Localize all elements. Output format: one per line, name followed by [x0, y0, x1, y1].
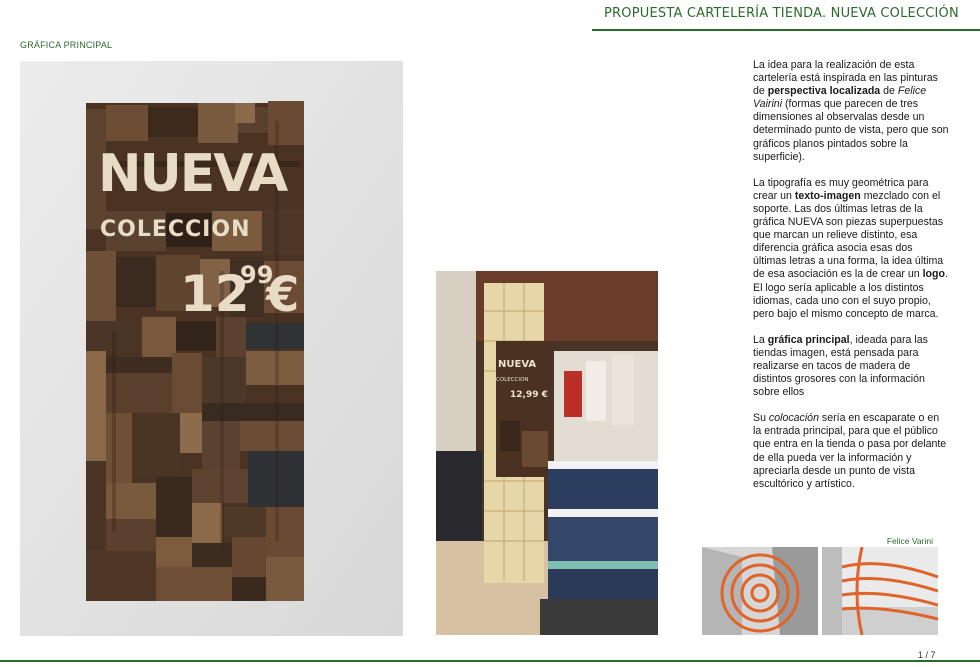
paragraph-inspiration: La idea para la realización de esta cartelería está inspirada en las pinturas de perspectiva localizada de Felice Vairini (formas que parecen de tres dimensiones al observalas desde un determinado punto de vista, pero que son gráficos planos pintados sobre la superficie). — [753, 59, 949, 163]
artwork-word-nueva: NUEVA — [98, 144, 287, 204]
artwork-word-coleccion: COLECCION — [100, 217, 251, 242]
main-artwork-photo — [20, 61, 403, 636]
artwork-price-main: 12 — [180, 265, 250, 323]
document-title: PROPUESTA CARTELERÍA TIENDA. NUEVA COLECCIÓN — [604, 6, 959, 21]
paragraph-placement: Su colocación sería en escaparate o en la entrada principal, para que el público que entra en la tienda o pasa por delante de ella pueda ver la información y apreciarla desde un punto de vista escultórico y artístico. — [753, 412, 947, 490]
section-label: GRÁFICA PRINCIPAL — [20, 40, 113, 50]
store-sign-coleccion: COLECCION — [496, 377, 529, 383]
header-divider — [592, 29, 980, 31]
paragraph-main-graphic: La gráfica principal, ideada para las tiendas imagen, está pensada para realizarse en tacos de madera de distintos grosores con la información sobre ellos — [753, 333, 928, 399]
store-sign-price: 12,99 € — [510, 390, 548, 400]
reference-caption: Felice Varini — [886, 536, 933, 546]
varini-reference-photo-1 — [702, 547, 818, 635]
page-number: 1 / 7 — [918, 650, 936, 660]
store-sign-nueva: NUEVA — [498, 359, 537, 370]
artwork-price-currency: € — [266, 267, 300, 323]
description-text — [753, 59, 949, 504]
footer-divider — [0, 660, 980, 662]
store-interior-photo — [436, 271, 658, 635]
varini-reference-photo-2 — [822, 547, 938, 635]
paragraph-typography: La tipografía es muy geométrica para crear un texto-imagen mezclado con el soporte. Las dos últimas letras de la gráfica NUEVA son piezas superpuestas que marcan un relieve distinto, esa diferencia gráfica asocia esas dos últimas letras a una forma, la idea última de esa asociación es la de crear un logo. El logo sería aplicable a los distintos idiomas, cada uno con el suyo propio, pero bajo el mismo concepto de marca. — [753, 176, 948, 320]
artwork-price-cents: 99 — [240, 261, 274, 289]
